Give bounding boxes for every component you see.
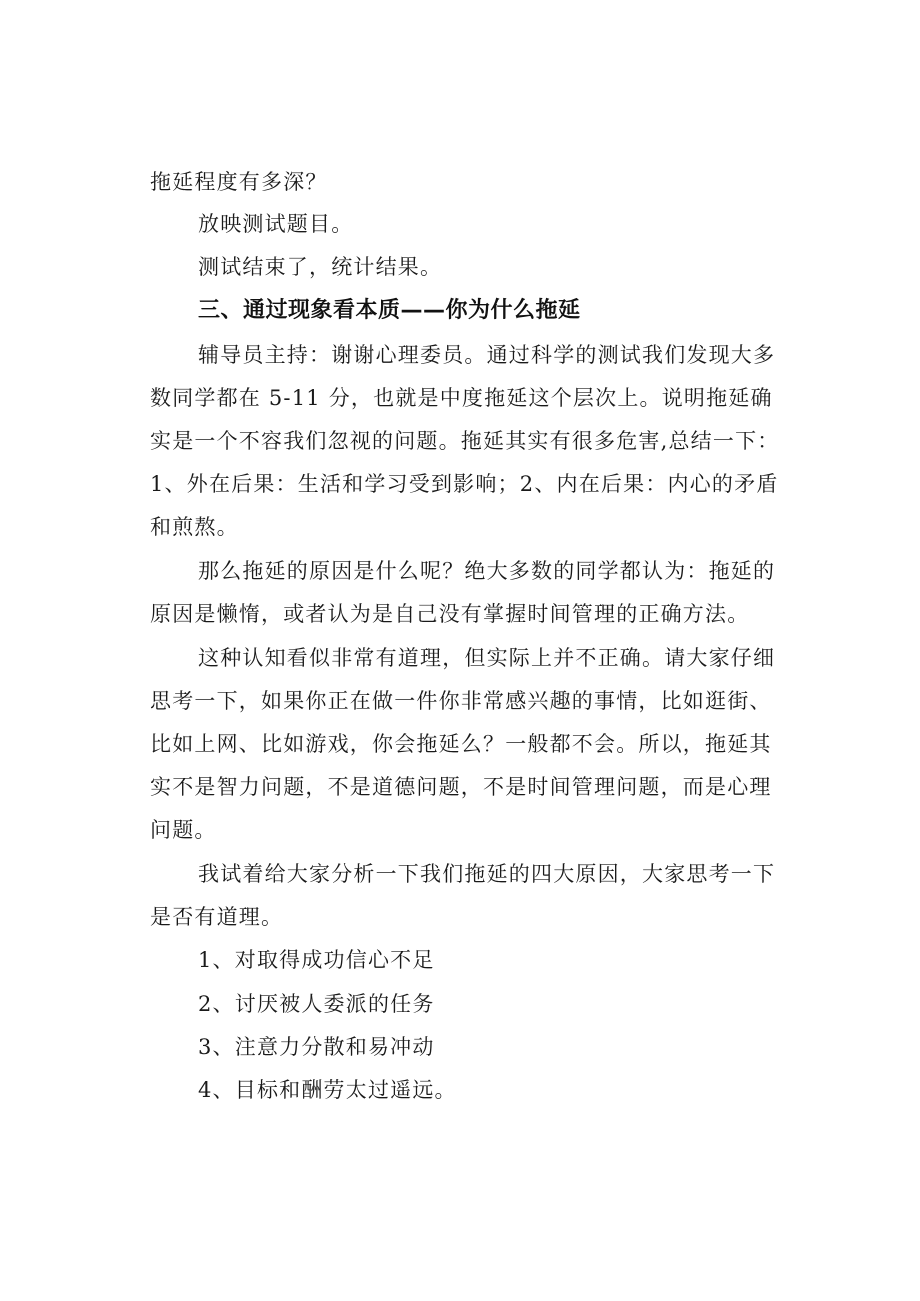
paragraph-line: 思考一下，如果你正在做一件你非常感兴趣的事情，比如逛街、 (150, 689, 772, 713)
paragraph-line: 和煎熬。 (150, 515, 239, 539)
paragraph-line: 那么拖延的原因是什么呢？绝大多数的同学都认为：拖延的 (198, 559, 776, 583)
section-heading: 三、通过现象看本质——你为什么拖延 (198, 298, 581, 323)
paragraph-line: 比如上网、比如游戏，你会拖延么？一般都不会。所以，拖延其 (150, 732, 772, 756)
paragraph-line: 问题。 (150, 818, 217, 842)
paragraph-line: 我试着给大家分析一下我们拖延的四大原因，大家思考一下 (198, 862, 776, 886)
paragraph-line: 原因是懒惰，或者认为是自己没有掌握时间管理的正确方法。 (150, 602, 750, 626)
paragraph-line: 实不是智力问题，不是道德问题，不是时间管理问题，而是心理 (150, 775, 772, 799)
paragraph-line: 实是一个不容我们忽视的问题。拖延其实有很多危害,总结一下： (150, 429, 780, 453)
list-item: 4、目标和酬劳太过遥远。 (198, 1078, 457, 1102)
list-item: 2、讨厌被人委派的任务 (198, 992, 435, 1016)
paragraph-line: 辅导员主持：谢谢心理委员。通过科学的测试我们发现大多 (198, 343, 776, 367)
list-item: 3、注意力分散和易冲动 (198, 1035, 435, 1059)
paragraph-line: 测试结束了，统计结果。 (198, 255, 443, 279)
list-item: 1、对取得成功信心不足 (198, 948, 435, 972)
paragraph-line: 是否有道理。 (150, 905, 284, 929)
paragraph-line: 数同学都在 5-11 分，也就是中度拖延这个层次上。说明拖延确 (150, 386, 773, 410)
paragraph-line: 这种认知看似非常有道理，但实际上并不正确。请大家仔细 (198, 646, 776, 670)
paragraph-line: 拖延程度有多深？ (150, 170, 328, 194)
paragraph-line: 1、外在后果：生活和学习受到影响；2、内在后果：内心的矛盾 (150, 472, 779, 496)
paragraph-line: 放映测试题目。 (198, 212, 354, 236)
